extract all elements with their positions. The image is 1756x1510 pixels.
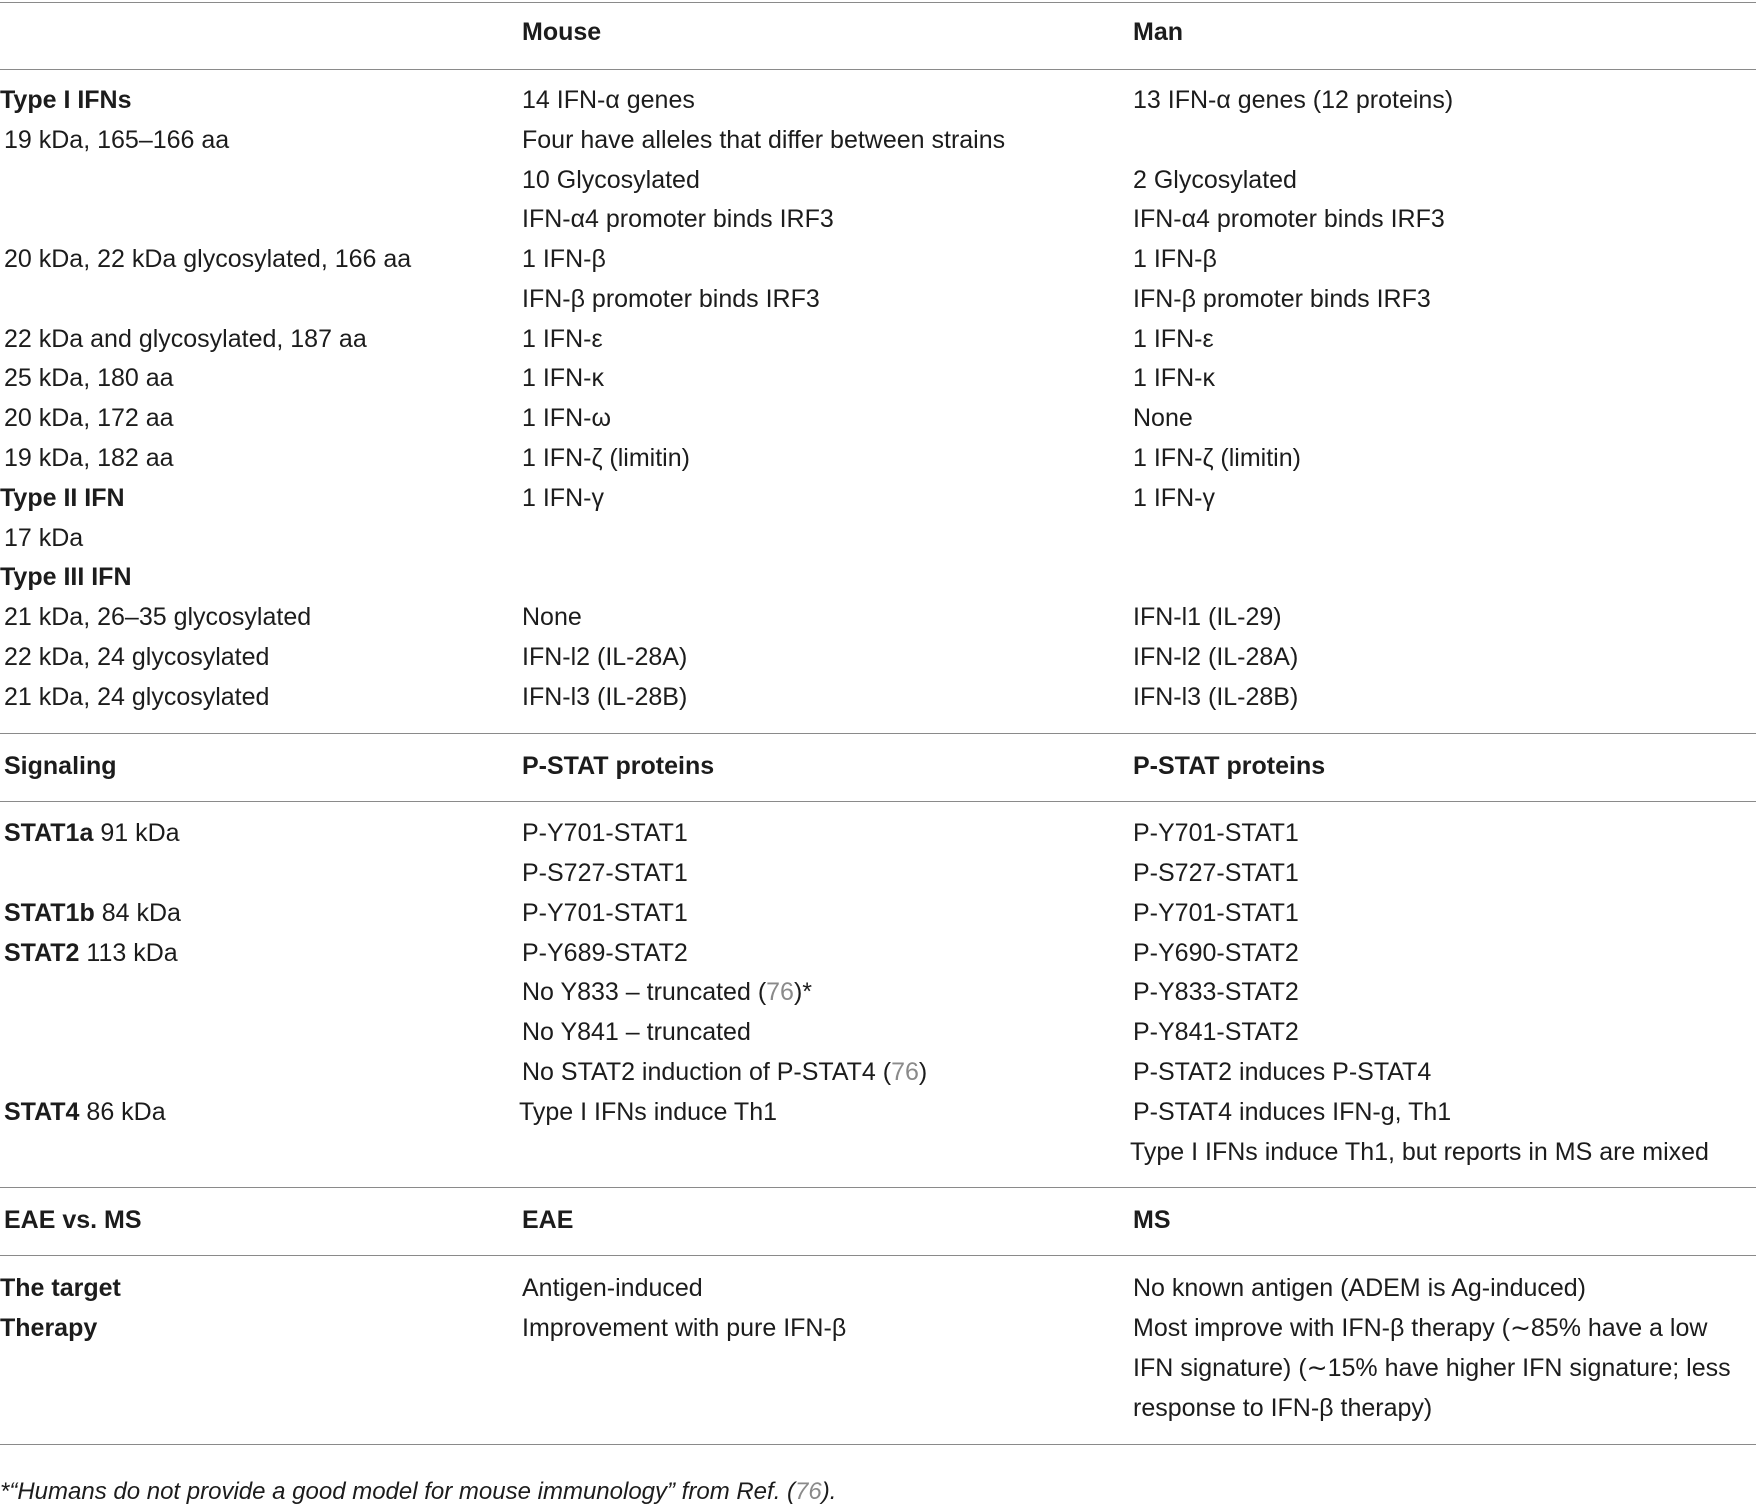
signal-row-0-man: P-Y701-STAT1 [1133, 819, 1299, 847]
stat2-name: STAT2 [4, 939, 80, 967]
type3-row-1-mouse: IFN-l2 (IL-28A) [522, 643, 688, 671]
therapy-label: Therapy [0, 1314, 98, 1342]
type1-row-7-man: 1 IFN-κ [1133, 364, 1215, 392]
table-bottom-rule [0, 1444, 1756, 1445]
footnote-text: *“Humans do not provide a good model for mouse immunology” from Ref. ( [0, 1478, 796, 1505]
signal-row-5-mouse: No Y841 – truncated [522, 1018, 751, 1046]
eae-top-rule [0, 1187, 1756, 1188]
therapy-eae: Improvement with pure IFN-β [522, 1314, 847, 1342]
type2-size: 17 kDa [4, 524, 84, 552]
stat4-name: STAT4 [4, 1098, 80, 1126]
signal-row-7-mouse: Type I IFNs induce Th1 [519, 1098, 777, 1126]
type2-man: 1 IFN-γ [1133, 484, 1215, 512]
signal-row-4-text-after: )* [793, 978, 813, 1006]
signal-row-0-mouse: P-Y701-STAT1 [522, 819, 688, 847]
eae-header-rule [0, 1255, 1756, 1256]
section-type2-title: Type II IFN [0, 484, 125, 512]
signal-row-1-man: P-S727-STAT1 [1133, 859, 1299, 887]
signal-row-4-man: P-Y833-STAT2 [1133, 978, 1299, 1006]
type1-row-6-man: 1 IFN-ε [1133, 325, 1214, 353]
signal-row-3-mouse: P-Y689-STAT2 [522, 939, 688, 967]
target-ms: No known antigen (ADEM is Ag-induced) [1133, 1274, 1587, 1302]
stat2-label [4, 933, 178, 973]
therapy-ms-line-3: response to IFN-β therapy) [1133, 1394, 1433, 1422]
type1-row-1-mouse: Four have alleles that differ between strains [522, 126, 1006, 154]
eae-header-label: EAE vs. MS [4, 1206, 142, 1234]
signaling-header-rule [0, 801, 1756, 802]
header-mouse: Mouse [522, 18, 602, 46]
signal-row-6-text: No STAT2 induction of P-STAT4 ( [522, 1058, 892, 1086]
signal-row-4-mouse [522, 972, 812, 1012]
stat1a-size: 91 kDa [93, 819, 180, 847]
header-man: Man [1133, 18, 1183, 46]
stat1b-size: 84 kDa [94, 899, 181, 927]
footnote-ref-76-link[interactable]: 76 [795, 1478, 822, 1505]
type1-row-9-man: 1 IFN-ζ (limitin) [1133, 444, 1301, 472]
target-eae: Antigen-induced [522, 1274, 703, 1302]
type1-row-3-mouse: IFN-α4 promoter binds IRF3 [522, 205, 834, 233]
type3-row-0-label: 21 kDa, 26–35 glycosylated [4, 603, 312, 631]
eae-header-ms: MS [1133, 1206, 1171, 1234]
signal-row-7-man: P-STAT4 induces IFN-g, Th1 [1133, 1098, 1452, 1126]
signal-row-6-text-after: ) [918, 1058, 928, 1086]
type3-row-1-label: 22 kDa, 24 glycosylated [4, 643, 270, 671]
type1-row-6-mouse: 1 IFN-ε [522, 325, 603, 353]
type1-row-5-mouse: IFN-β promoter binds IRF3 [522, 285, 820, 313]
type1-row-2-mouse: 10 Glycosylated [522, 166, 700, 194]
eae-header-eae: EAE [522, 1206, 574, 1234]
ref-76-link[interactable]: 76 [891, 1058, 919, 1086]
type1-row-4-mouse: 1 IFN-β [522, 245, 606, 273]
signaling-top-rule [0, 733, 1756, 734]
type1-row-7-mouse: 1 IFN-κ [522, 364, 604, 392]
type1-row-8-man: None [1133, 404, 1193, 432]
type1-row-5-man: IFN-β promoter binds IRF3 [1133, 285, 1431, 313]
type3-row-0-mouse: None [522, 603, 582, 631]
section-type1-title: Type I IFNs [0, 86, 132, 114]
signal-row-5-man: P-Y841-STAT2 [1133, 1018, 1299, 1046]
signal-row-4-text: No Y833 – truncated ( [522, 978, 767, 1006]
signal-row-2-mouse: P-Y701-STAT1 [522, 899, 688, 927]
signal-row-3-man: P-Y690-STAT2 [1133, 939, 1299, 967]
ref-76-link[interactable]: 76 [766, 978, 794, 1006]
therapy-ms-line-2: IFN signature) (∼15% have higher IFN signature; less [1133, 1354, 1731, 1382]
type3-row-2-man: IFN-l3 (IL-28B) [1133, 683, 1299, 711]
type1-row-9-label: 19 kDa, 182 aa [4, 444, 174, 472]
type1-row-8-mouse: 1 IFN-ω [522, 404, 611, 432]
type1-row-3-man: IFN-α4 promoter binds IRF3 [1133, 205, 1445, 233]
type1-row-4-label: 20 kDa, 22 kDa glycosylated, 166 aa [4, 245, 412, 273]
type3-row-2-label: 21 kDa, 24 glycosylated [4, 683, 270, 711]
signal-row-6-man: P-STAT2 induces P-STAT4 [1133, 1058, 1432, 1086]
signal-row-8-man: Type I IFNs induce Th1, but reports in MS are mixed [1130, 1138, 1709, 1166]
footnote-text-after: ). [821, 1478, 837, 1505]
section-type3-title: Type III IFN [0, 563, 132, 591]
stat4-size: 86 kDa [79, 1098, 166, 1126]
type1-row-0-man: 13 IFN-α genes (12 proteins) [1133, 86, 1454, 114]
stat4-label [4, 1092, 166, 1132]
type2-mouse: 1 IFN-γ [522, 484, 604, 512]
type3-row-1-man: IFN-l2 (IL-28A) [1133, 643, 1299, 671]
table-top-rule [0, 2, 1756, 3]
signaling-header-label: Signaling [4, 752, 117, 780]
stat1a-name: STAT1a [4, 819, 94, 847]
type1-row-4-man: 1 IFN-β [1133, 245, 1217, 273]
stat2-size: 113 kDa [79, 939, 178, 967]
type1-row-0-label: 19 kDa, 165–166 aa [4, 126, 230, 154]
stat1a-label [4, 813, 180, 853]
signal-row-1-mouse: P-S727-STAT1 [522, 859, 688, 887]
signal-row-6-mouse [522, 1052, 927, 1092]
footnote [0, 1474, 836, 1510]
type1-row-7-label: 25 kDa, 180 aa [4, 364, 174, 392]
therapy-ms-line-1: Most improve with IFN-β therapy (∼85% have a low [1133, 1314, 1708, 1342]
type1-row-0-mouse: 14 IFN-α genes [522, 86, 695, 114]
signaling-header-man: P-STAT proteins [1133, 752, 1326, 780]
type3-row-2-mouse: IFN-l3 (IL-28B) [522, 683, 688, 711]
target-label: The target [0, 1274, 121, 1302]
stat1b-name: STAT1b [4, 899, 95, 927]
signaling-header-mouse: P-STAT proteins [522, 752, 715, 780]
type3-row-0-man: IFN-l1 (IL-29) [1133, 603, 1282, 631]
signal-row-2-man: P-Y701-STAT1 [1133, 899, 1299, 927]
type1-row-8-label: 20 kDa, 172 aa [4, 404, 174, 432]
type1-row-2-man: 2 Glycosylated [1133, 166, 1297, 194]
header-rule [0, 69, 1756, 70]
type1-row-9-mouse: 1 IFN-ζ (limitin) [522, 444, 690, 472]
stat1b-label [4, 893, 181, 933]
type1-row-6-label: 22 kDa and glycosylated, 187 aa [4, 325, 367, 353]
